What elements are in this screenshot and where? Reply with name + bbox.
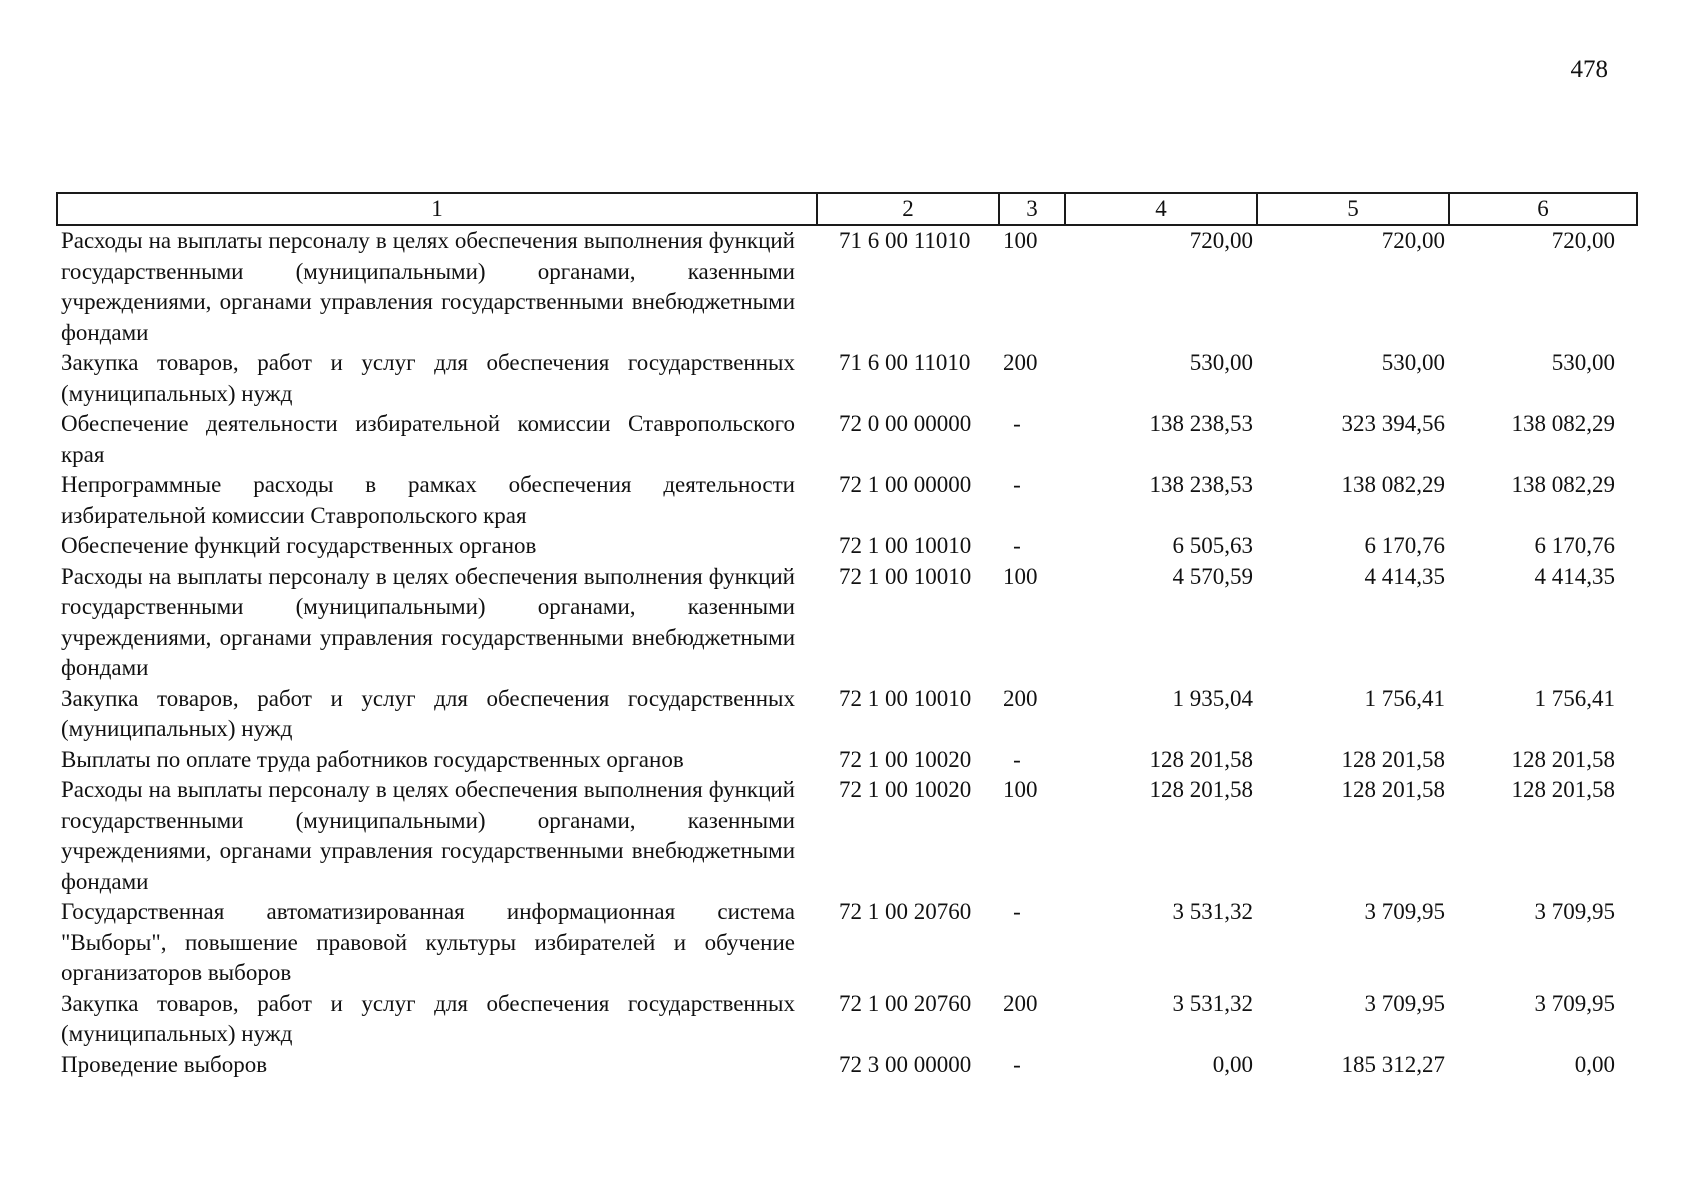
row-code: 72 1 00 10010 bbox=[839, 563, 972, 589]
row-value-col-5: 185 312,27 bbox=[1341, 1051, 1445, 1077]
table-row bbox=[57, 989, 1637, 1050]
table-row bbox=[57, 775, 1637, 897]
row-value-col-6: 3 709,95 bbox=[1534, 899, 1615, 924]
row-name: Непрограммные расходы в рамках обеспечения деятельности избирательной комиссии Ставропольского края bbox=[61, 472, 795, 528]
table-row bbox=[57, 470, 1637, 531]
row-type: 200 bbox=[1003, 350, 1038, 375]
row-value-col-4: 128 201,58 bbox=[1149, 777, 1253, 802]
row-value-col-5: 4 414,35 bbox=[1364, 563, 1445, 589]
row-name: Государственная автоматизированная информационная система "Выборы", повышение правовой культуры избирателей и обучение организаторов выборов bbox=[61, 899, 795, 985]
row-name: Обеспечение функций государственных органов bbox=[61, 533, 537, 558]
row-value-col-4: 4 570,59 bbox=[1172, 563, 1253, 589]
table-row bbox=[57, 684, 1637, 745]
row-code: 71 6 00 11010 bbox=[839, 228, 971, 253]
row-type: 200 bbox=[1003, 685, 1038, 711]
row-code: 72 1 00 10010 bbox=[839, 685, 972, 711]
row-value-col-5: 720,00 bbox=[1381, 228, 1445, 253]
row-type: 100 bbox=[1003, 563, 1038, 589]
row-code: 72 0 00 00000 bbox=[839, 411, 972, 436]
row-code: 72 1 00 10010 bbox=[839, 533, 972, 558]
row-value-col-4: 6 505,63 bbox=[1172, 533, 1253, 558]
row-name: Проведение выборов bbox=[61, 1051, 268, 1077]
row-code: 72 1 00 20760 bbox=[839, 990, 972, 1016]
row-value-col-4: 3 531,32 bbox=[1172, 899, 1253, 924]
table-row bbox=[57, 348, 1637, 409]
row-value-col-4: 128 201,58 bbox=[1149, 746, 1253, 772]
table-row bbox=[57, 531, 1637, 562]
row-name: Выплаты по оплате труда работников государственных органов bbox=[61, 746, 684, 772]
row-type: - bbox=[1013, 1051, 1021, 1077]
row-value-col-4: 3 531,32 bbox=[1172, 990, 1253, 1016]
row-value-col-5: 1 756,41 bbox=[1364, 685, 1445, 711]
row-name: Обеспечение деятельности избирательной комиссии Ставропольского края bbox=[61, 411, 795, 467]
row-value-col-6: 138 082,29 bbox=[1511, 411, 1615, 436]
row-value-col-6: 720,00 bbox=[1551, 228, 1615, 253]
table-row bbox=[57, 1050, 1637, 1081]
row-value-col-4: 0,00 bbox=[1212, 1051, 1253, 1077]
row-value-col-6: 1 756,41 bbox=[1534, 685, 1615, 711]
row-code: 72 3 00 00000 bbox=[839, 1051, 972, 1077]
row-value-col-6: 4 414,35 bbox=[1534, 563, 1615, 589]
row-value-col-5: 128 201,58 bbox=[1341, 746, 1445, 772]
row-value-col-5: 128 201,58 bbox=[1341, 777, 1445, 802]
row-value-col-4: 138 238,53 bbox=[1149, 472, 1253, 497]
row-value-col-6: 138 082,29 bbox=[1511, 472, 1615, 497]
row-value-col-6: 6 170,76 bbox=[1534, 533, 1615, 558]
row-value-col-6: 128 201,58 bbox=[1511, 777, 1615, 802]
header-col-5: 5 bbox=[1257, 193, 1449, 225]
row-value-col-5: 530,00 bbox=[1381, 350, 1445, 375]
table-row bbox=[57, 562, 1637, 684]
row-value-col-5: 6 170,76 bbox=[1364, 533, 1445, 558]
row-value-col-6: 128 201,58 bbox=[1511, 746, 1615, 772]
row-value-col-6: 0,00 bbox=[1574, 1051, 1615, 1077]
row-name: Расходы на выплаты персоналу в целях обеспечения выполнения функций государственными (муниципальными) органами, казенными учреждениями, органами управления государственными внебюджетными фондами bbox=[61, 777, 795, 894]
row-code: 72 1 00 00000 bbox=[839, 472, 972, 497]
header-col-3: 3 bbox=[999, 193, 1065, 225]
row-code: 71 6 00 11010 bbox=[839, 350, 971, 375]
header-col-6: 6 bbox=[1449, 193, 1637, 225]
row-name: Закупка товаров, работ и услуг для обеспечения государственных (муниципальных) нужд bbox=[61, 685, 795, 741]
row-value-col-5: 3 709,95 bbox=[1364, 899, 1445, 924]
row-type: 100 bbox=[1003, 777, 1038, 802]
table-row bbox=[57, 897, 1637, 989]
table-header-row bbox=[57, 193, 1637, 225]
row-code: 72 1 00 10020 bbox=[839, 777, 972, 802]
table-row bbox=[57, 225, 1637, 348]
row-code: 72 1 00 20760 bbox=[839, 899, 972, 924]
budget-table bbox=[56, 192, 1638, 1080]
header-col-1: 1 bbox=[57, 193, 817, 225]
row-value-col-4: 720,00 bbox=[1189, 228, 1253, 253]
row-value-col-6: 530,00 bbox=[1551, 350, 1615, 375]
row-value-col-5: 138 082,29 bbox=[1341, 472, 1445, 497]
row-type: - bbox=[1013, 472, 1021, 497]
row-name: Закупка товаров, работ и услуг для обеспечения государственных (муниципальных) нужд bbox=[61, 990, 795, 1046]
row-value-col-4: 530,00 bbox=[1189, 350, 1253, 375]
row-value-col-6: 3 709,95 bbox=[1534, 990, 1615, 1016]
row-name: Закупка товаров, работ и услуг для обеспечения государственных (муниципальных) нужд bbox=[61, 350, 795, 406]
row-type: - bbox=[1013, 411, 1021, 436]
table-row bbox=[57, 745, 1637, 776]
row-name: Расходы на выплаты персоналу в целях обеспечения выполнения функций государственными (муниципальными) органами, казенными учреждениями, органами управления государственными внебюджетными фондами bbox=[61, 228, 795, 345]
row-type: - bbox=[1013, 899, 1021, 924]
page-number: 478 bbox=[1570, 56, 1608, 83]
row-code: 72 1 00 10020 bbox=[839, 746, 972, 772]
header-col-4: 4 bbox=[1065, 193, 1257, 225]
row-type: - bbox=[1013, 746, 1021, 772]
row-value-col-5: 3 709,95 bbox=[1364, 990, 1445, 1016]
row-type: 100 bbox=[1003, 228, 1038, 253]
header-col-2: 2 bbox=[817, 193, 999, 225]
row-value-col-4: 138 238,53 bbox=[1149, 411, 1253, 436]
row-value-col-5: 323 394,56 bbox=[1341, 411, 1445, 436]
row-value-col-4: 1 935,04 bbox=[1172, 685, 1253, 711]
table-row bbox=[57, 409, 1637, 470]
row-type: - bbox=[1013, 533, 1021, 558]
row-name: Расходы на выплаты персоналу в целях обеспечения выполнения функций государственными (муниципальными) органами, казенными учреждениями, органами управления государственными внебюджетными фондами bbox=[61, 563, 795, 680]
row-type: 200 bbox=[1003, 990, 1038, 1016]
